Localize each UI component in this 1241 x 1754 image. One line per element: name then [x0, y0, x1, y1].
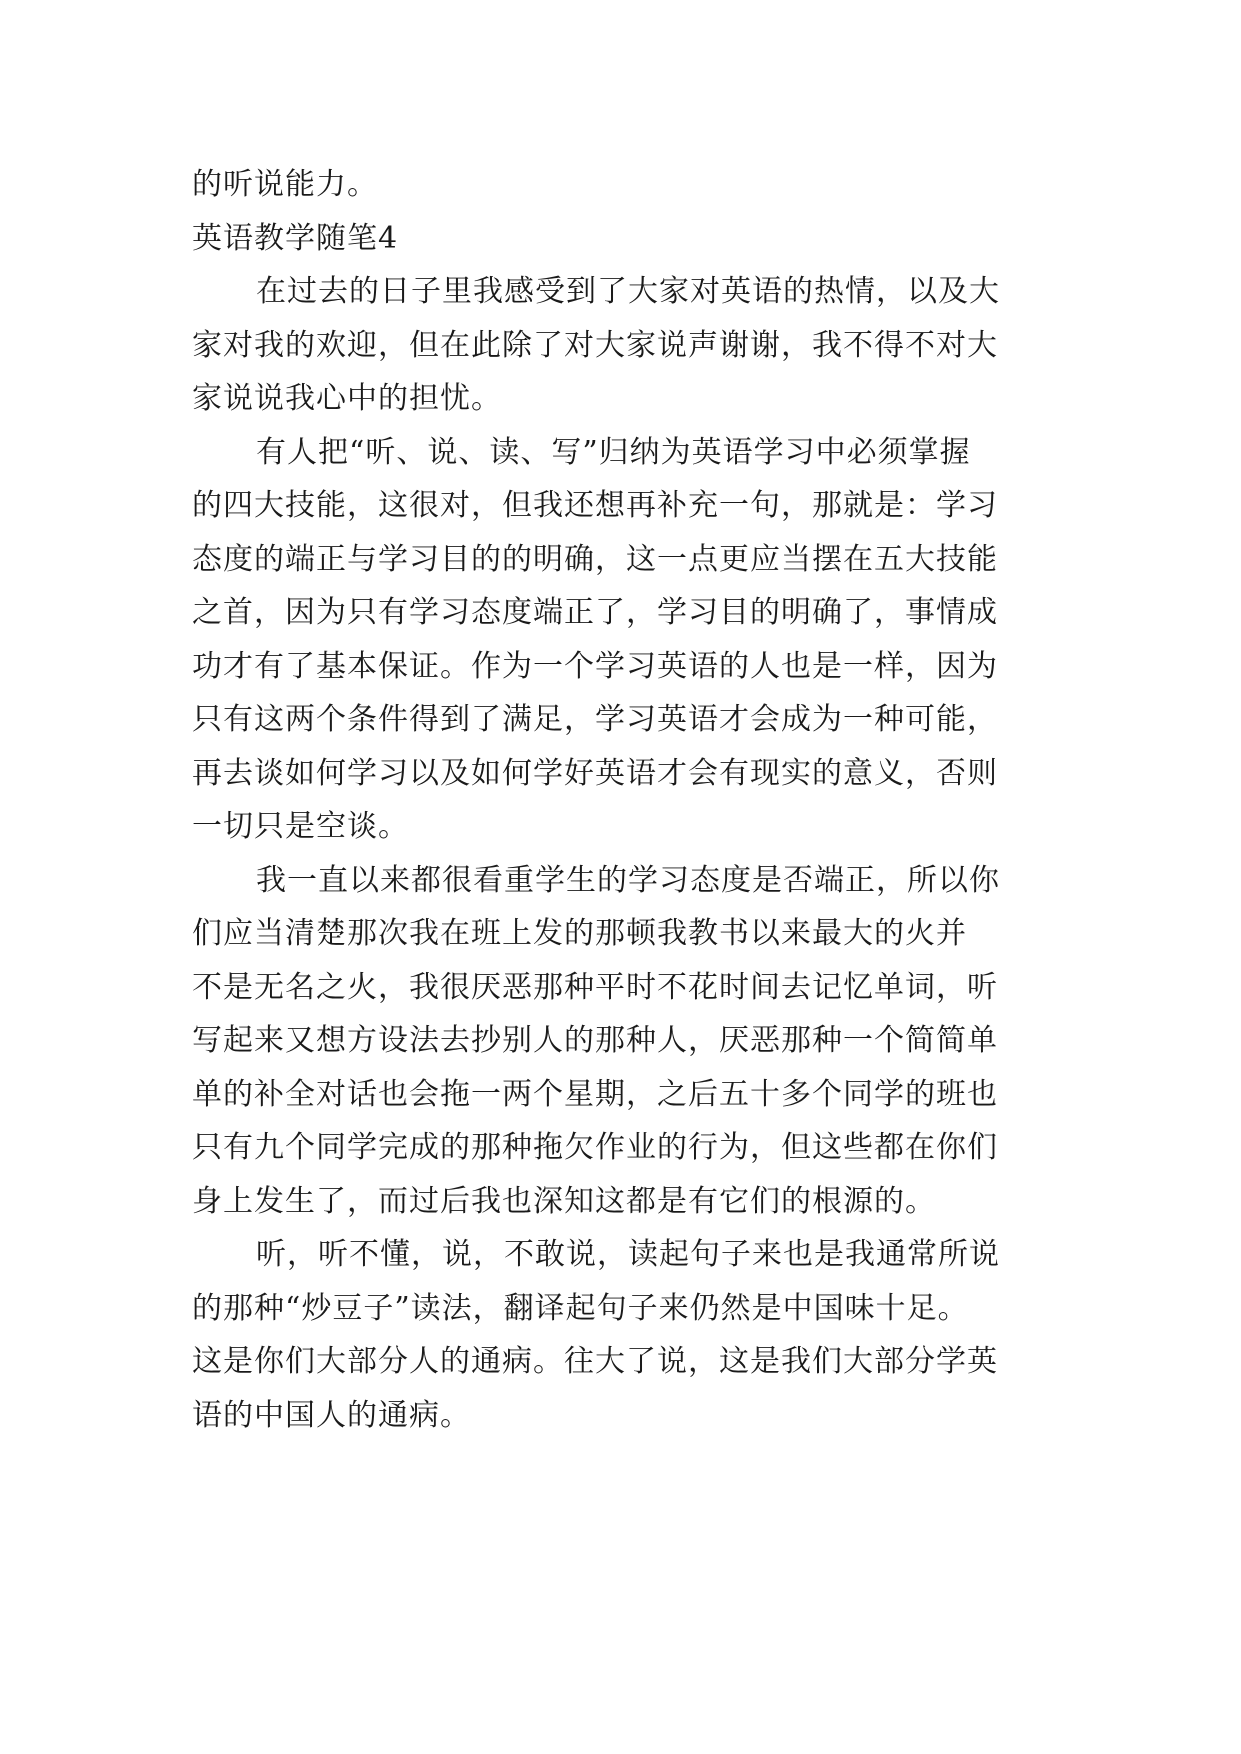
- continuation-text: 的听说能力。: [192, 167, 378, 202]
- paragraph-line: 功才有了基本保证。作为一个学习英语的人也是一样，因为: [192, 648, 998, 684]
- paragraph-line: 再去谈如何学习以及如何学好英语才会有现实的意义，否则: [192, 755, 998, 791]
- paragraph-line: 的那种“炒豆子”读法，翻译起句子来仍然是中国味十足。: [192, 1290, 969, 1326]
- paragraph-1: [192, 265, 1052, 426]
- paragraph-line: 只有这两个条件得到了满足，学习英语才会成为一种可能，: [192, 702, 998, 737]
- paragraph-line: 一切只是空谈。: [192, 809, 409, 844]
- paragraph-line: 之首，因为只有学习态度端正了，学习目的明确了，事情成: [192, 595, 998, 630]
- paragraph-line: 有人把“听、说、读、写”归纳为英语学习中必须掌握: [256, 434, 971, 470]
- paragraph-line: 态度的端正与学习目的的明确，这一点更应当摆在五大技能: [192, 541, 998, 577]
- paragraph-line: 单的补全对话也会拖一两个星期，之后五十多个同学的班也: [192, 1076, 998, 1112]
- paragraph-line: 我一直以来都很看重学生的学习态度是否端正，所以你: [256, 862, 1000, 898]
- section-heading: 英语教学随笔4: [192, 220, 399, 256]
- paragraph-line: 这是你们大部分人的通病。往大了说，这是我们大部分学英: [192, 1344, 998, 1379]
- paragraph-line: 不是无名之火，我很厌恶那种平时不花时间去记忆单词，听: [192, 969, 998, 1005]
- paragraph-line: 写起来又想方设法去抄别人的那种人，厌恶那种一个简简单: [192, 1023, 998, 1058]
- paragraph-4: [192, 1228, 1052, 1442]
- paragraph-line: 听，听不懂，说，不敢说，读起句子来也是我通常所说: [256, 1237, 1000, 1272]
- paragraph-2: [192, 426, 1052, 854]
- paragraph-line: 在过去的日子里我感受到了大家对英语的热情，以及大: [256, 274, 1000, 309]
- paragraph-line: 身上发生了，而过后我也深知这都是有它们的根源的。: [192, 1183, 936, 1219]
- paragraph-line: 们应当清楚那次我在班上发的那顿我教书以来最大的火并: [192, 916, 967, 951]
- paragraph-line: 家对我的欢迎，但在此除了对大家说声谢谢，我不得不对大: [192, 327, 998, 363]
- document-body: [192, 158, 1052, 1442]
- paragraph-line: 只有九个同学完成的那种拖欠作业的行为，但这些都在你们: [192, 1130, 998, 1165]
- paragraph-line: 家说说我心中的担忧。: [192, 381, 502, 416]
- paragraph-line: 的四大技能，这很对，但我还想再补充一句，那就是：学习: [192, 488, 998, 523]
- paragraph-line: 语的中国人的通病。: [192, 1397, 471, 1433]
- paragraph-3: [192, 854, 1052, 1229]
